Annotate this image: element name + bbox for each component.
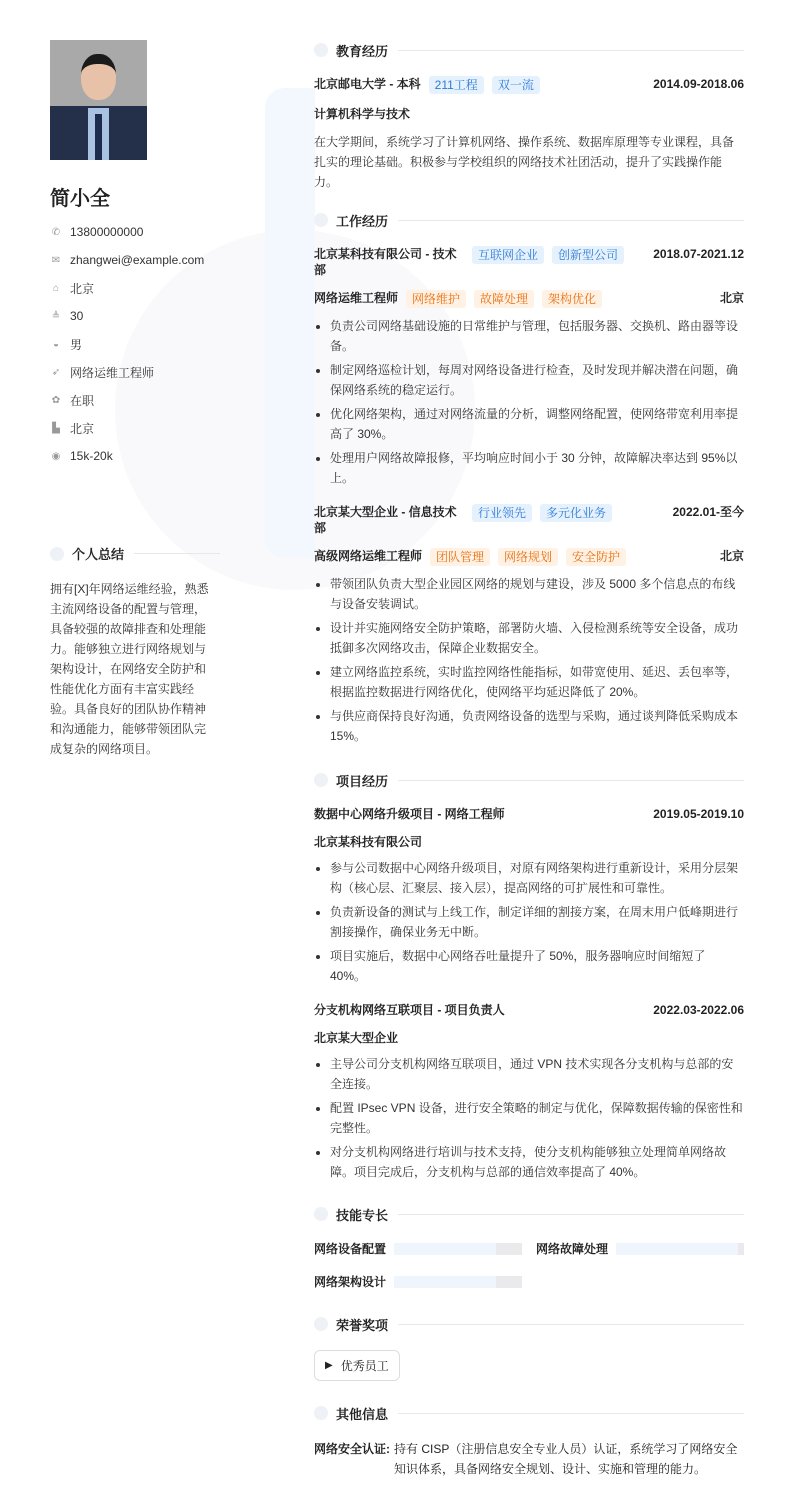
tag: 行业领先 [472,504,532,522]
skill-tag: 网络维护 [406,290,466,308]
summary-header [50,544,220,563]
skill-item [314,1240,522,1257]
skill-tag: 团队管理 [430,548,490,566]
skill-item [314,1273,522,1290]
position-text: 网络运维工程师 [70,365,155,380]
education-section [314,40,744,192]
skill-name: 网络故障处理 [536,1242,609,1256]
mail-icon: ✉ [51,254,61,266]
gender-icon: ◒ [52,338,60,350]
bullet: 带领团队负责大型企业园区网络的规划与建设，涉及 5000 多个信息点的布线与设备安装调试。 [314,574,744,614]
play-icon: ▶ [325,1360,333,1371]
city: 北京 [719,291,744,305]
project-name: 分支机构网络互联项目 - 项目负责人 [314,1003,505,1017]
award-item[interactable] [314,1350,400,1381]
skill-tag: 架构优化 [542,290,602,308]
gender-text: 男 [70,337,83,352]
other-section [314,1403,744,1479]
tag: 创新型公司 [552,246,624,264]
skill-tag: 故障处理 [474,290,534,308]
project-section [314,770,744,1182]
section-title: 教育经历 [336,43,389,59]
location-text: 北京 [70,281,95,296]
age-text: 30 [70,309,84,323]
gear-icon: ✿ [51,394,61,406]
info-status [50,386,220,414]
skill-tag: 安全防护 [566,548,626,566]
project-company: 北京某科技有限公司 [314,835,423,849]
tag: 211工程 [429,76,484,94]
info-age [50,302,220,330]
main-content [314,40,744,1493]
status-text: 在职 [70,393,95,408]
project-item [314,806,744,986]
work-item [314,246,744,488]
candidate-name: 简小全 [50,188,110,210]
skill-item [536,1240,744,1257]
school-name: 北京邮电大学 - 本科 [314,77,421,91]
city-text: 北京 [70,421,95,436]
awards-section [314,1314,744,1381]
bullet: 项目实施后，数据中心网络吞吐量提升了 50%，服务器响应时间缩短了 40%。 [314,946,744,986]
section-dot-icon [314,1207,328,1221]
award-label: 优秀员工 [340,1359,389,1373]
avatar-photo [50,40,147,160]
background-decoration [265,88,315,558]
bullet: 负责公司网络基础设施的日常维护与管理，包括服务器、交换机、路由器等设备。 [314,316,744,356]
city: 北京 [719,549,744,563]
sidebar [50,40,220,759]
bullet: 与供应商保持良好沟通，负责网络设备的选型与采购，通过谈判降低采购成本 15%。 [314,706,744,746]
date: 2019.05-2019.10 [653,807,744,821]
info-email [50,246,220,274]
skill-bar [616,1243,744,1255]
education-desc: 在大学期间，系统学习了计算机网络、操作系统、数据库原理等专业课程，具备扎实的理论基础。积极参与学校组织的网络技术社团活动，提升了实践操作能力。 [314,135,735,189]
company-name: 北京某大型企业 - 信息技术部 [314,505,457,535]
bullet: 负责新设备的测试与上线工作，制定详细的割接方案，在周末用户低峰期进行割接操作，确保业务无中断。 [314,902,744,942]
project-company: 北京某大型企业 [314,1031,399,1045]
section-title: 项目经历 [336,773,389,789]
project-item [314,1002,744,1182]
send-icon: ➶ [51,366,61,378]
tag: 多元化业务 [540,504,612,522]
section-dot-icon [50,547,64,561]
bullet: 优化网络架构，通过对网络流量的分析，调整网络配置，使网络带宽利用率提高了 30%。 [314,404,744,444]
work-section [314,210,744,746]
skill-bar [394,1276,522,1288]
date: 2022.03-2022.06 [653,1003,744,1017]
bullet: 主导公司分支机构网络互联项目，通过 VPN 技术实现各分支机构与总部的安全连接。 [314,1054,744,1094]
bullet: 设计并实施网络安全防护策略，部署防火墙、入侵检测系统等安全设备，成功抵御多次网络攻击，保障企业数据安全。 [314,618,744,658]
date: 2018.07-2021.12 [653,247,744,261]
info-location [50,274,220,302]
bullet: 建立网络监控系统，实时监控网络性能指标，如带宽使用、延迟、丢包率等，根据监控数据进行网络优化，使网络平均延迟降低了 20%。 [314,662,744,702]
skill-name: 网络架构设计 [314,1275,387,1289]
section-dot-icon [314,1406,328,1420]
bullet: 参与公司数据中心网络升级项目，对原有网络架构进行重新设计，采用分层架构（核心层、汇聚层、接入层），提高网络的可扩展性和可靠性。 [314,858,744,898]
section-title: 技能专长 [336,1207,389,1223]
section-title: 其他信息 [336,1406,389,1422]
section-dot-icon [314,1317,328,1331]
date: 2014.09-2018.06 [653,77,744,91]
section-dot-icon [314,213,328,227]
section-title: 荣誉奖项 [336,1317,389,1333]
info-phone [50,218,220,246]
skill-tag: 网络规划 [498,548,558,566]
skill-bar-fill [394,1276,496,1288]
cake-icon: ≜ [51,310,61,322]
contact-info [50,218,220,470]
skill-bar-fill [616,1243,738,1255]
info-salary [50,442,220,470]
info-city [50,414,220,442]
skill-name: 网络设备配置 [314,1242,387,1256]
section-dot-icon [314,43,328,57]
salary-icon: ◉ [51,450,61,462]
building-icon: ▙ [52,422,60,434]
home-icon: ⌂ [52,282,60,294]
skill-bar [394,1243,522,1255]
project-name: 数据中心网络升级项目 - 网络工程师 [314,807,505,821]
major: 计算机科学与技术 [314,107,411,121]
bullet: 对分支机构网络进行培训与技术支持，使分支机构能够独立处理简单网络故障。项目完成后，分支机构与总部的通信效率提高了 40%。 [314,1142,744,1182]
salary-text: 15k-20k [70,449,113,463]
section-title: 个人总结 [72,547,125,562]
phone-text: 13800000000 [70,225,144,239]
section-title: 工作经历 [336,213,389,229]
info-gender [50,330,220,358]
date: 2022.01-至今 [672,505,744,519]
bullet: 配置 IPsec VPN 设备，进行安全策略的制定与优化，保障数据传输的保密性和完整性。 [314,1098,744,1138]
other-label: 网络安全认证: [314,1442,390,1456]
work-item [314,504,744,746]
email-text: zhangwei@example.com [70,253,205,267]
tag: 互联网企业 [472,246,544,264]
phone-icon: ✆ [51,226,61,238]
role: 高级网络运维工程师 [314,549,423,563]
other-text: 持有 CISP（注册信息安全专业人员）认证，系统学习了网络安全知识体系，具备网络安全规划、设计、实施和管理的能力。 [394,1442,738,1476]
section-dot-icon [314,773,328,787]
tag: 双一流 [492,76,540,94]
info-position [50,358,220,386]
bullet: 制定网络巡检计划，每周对网络设备进行检查，及时发现并解决潜在问题，确保网络系统的稳定运行。 [314,360,744,400]
skills-section [314,1204,744,1290]
role: 网络运维工程师 [314,291,399,305]
skill-bar-fill [394,1243,496,1255]
company-name: 北京某科技有限公司 - 技术部 [314,247,457,277]
bullet: 处理用户网络故障报修，平均响应时间小于 30 分钟，故障解决率达到 95%以上。 [314,448,744,488]
summary-text: 拥有[X]年网络运维经验，熟悉主流网络设备的配置与管理，具备较强的故障排查和处理能力。能够独立进行网络规划与架构设计，在网络安全防护和性能优化方面有丰富实践经验。具备良好的团队协作精神和沟通能力，能够带领团队完成复杂的网络项目。 [50,582,209,756]
